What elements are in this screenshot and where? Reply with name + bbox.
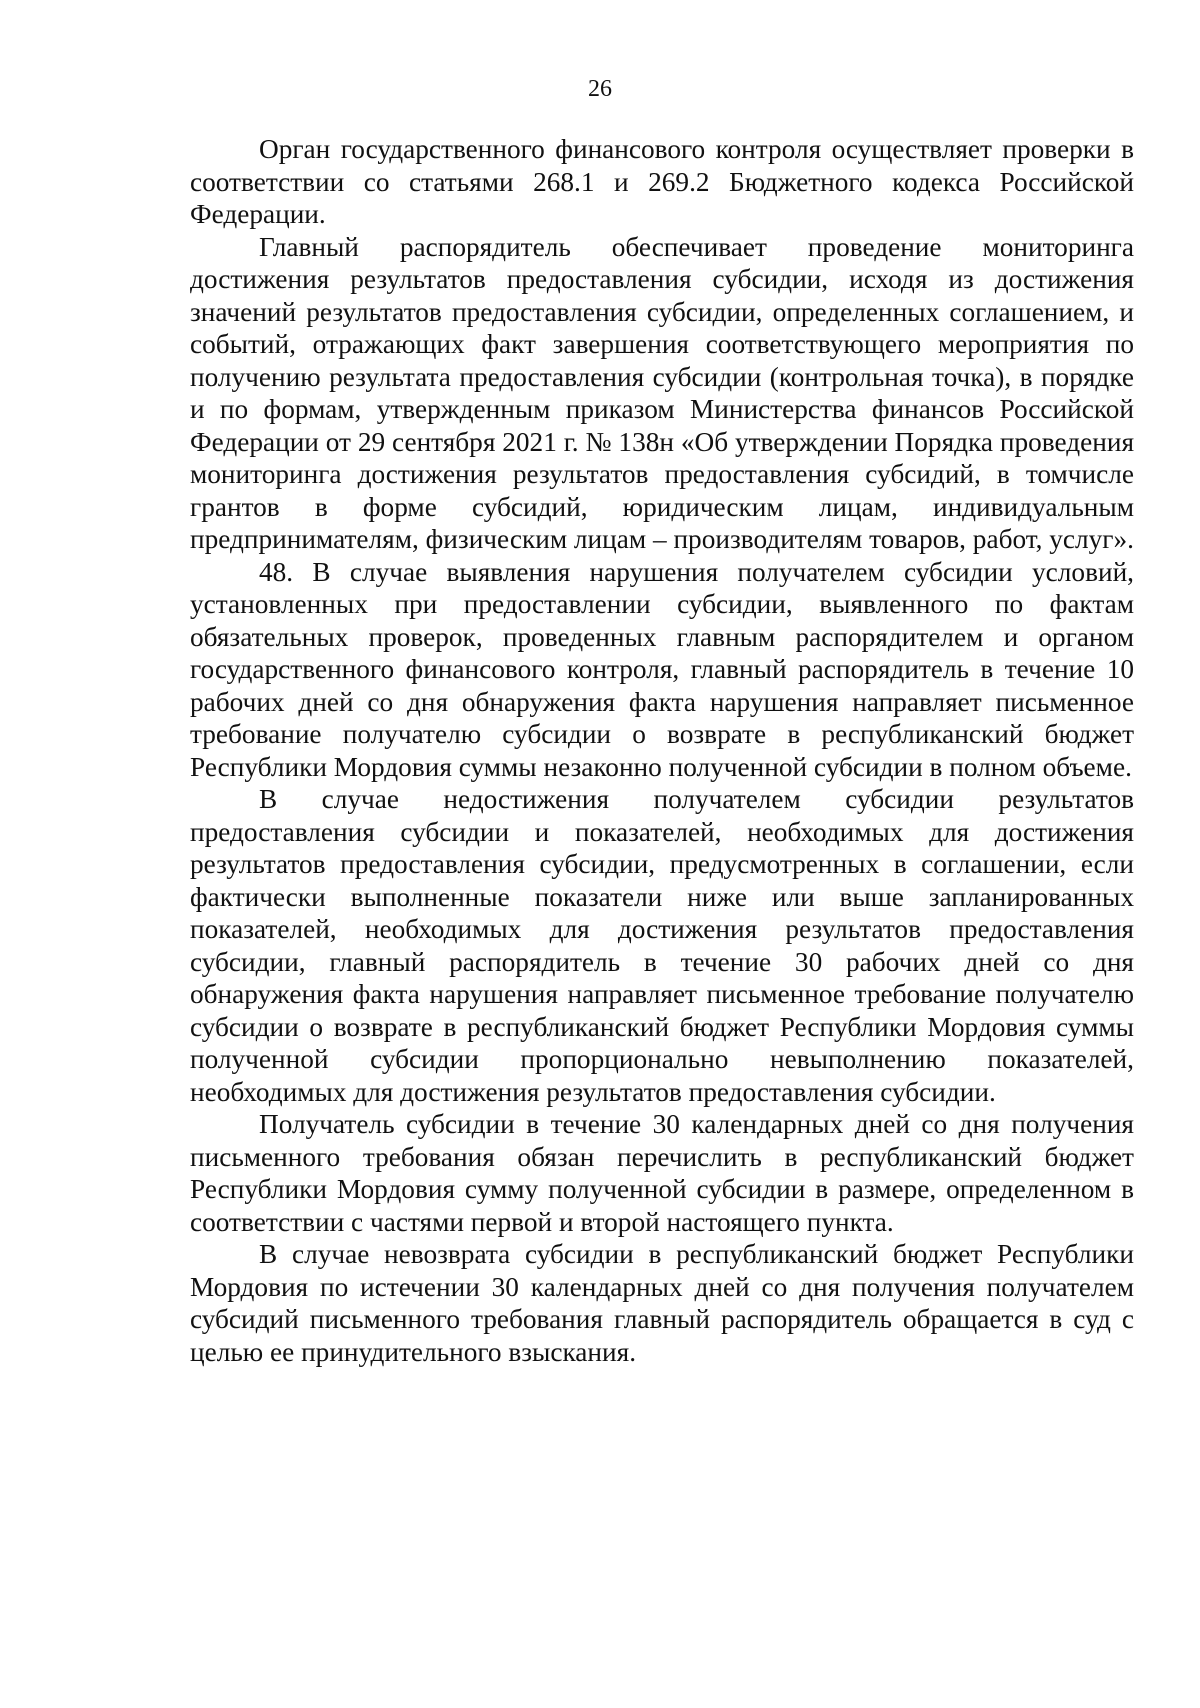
page-number: 26 xyxy=(588,76,612,102)
paragraph-48-violation: 48. В случае выявления нарушения получателем субсидии условий, установленных при предоставлении субсидии, выявленного по фактам обязательных проверок, проведенных главным распорядителем и органом государственного финансового контроля, главный распорядитель в течение 10 рабочих дней со дня обнаружения факта нарушения направляет письменное требование получателю субсидии о возврате в республиканский бюджет Республики Мордовия суммы незаконно полученной субсидии в полном объеме. xyxy=(190,556,1134,782)
paragraph-court-recovery: В случае невозврата субсидии в республиканский бюджет Республики Мордовия по истечении 30 календарных дней со дня получения получателем субсидий письменного требования главный распорядитель обращается в суд с целью ее принудительного взыскания. xyxy=(190,1239,1134,1367)
paragraph-refund-obligation: Получатель субсидии в течение 30 календарных дней со дня получения письменного требования обязан перечислить в республиканский бюджет Республики Мордовия сумму полученной субсидии в размере, определенном в соответствии с частями первой и второй настоящего пункта. xyxy=(190,1109,1134,1237)
paragraph-financial-control: Орган государственного финансового контроля осуществляет проверки в соответствии со статьями 268.1 и 269.2 Бюджетного кодекса Российской Федерации. xyxy=(190,134,1134,229)
paragraph-non-achievement: В случае недостижения получателем субсидии результатов предоставления субсидии и показателей, необходимых для достижения результатов предоставления субсидии, предусмотренных в соглашении, если фактически выполненные показатели ниже или выше запланированных показателей, необходимых для достижения результатов предоставления субсидии, главный распорядитель в течение 30 рабочих дней со дня обнаружения факта нарушения направляет письменное требование получателю субсидии о возврате в республиканский бюджет Республики Мордовия суммы полученной субсидии пропорционально невыполнению показателей, необходимых для достижения результатов предоставления субсидии. xyxy=(190,784,1134,1107)
paragraph-monitoring: Главный распорядитель обеспечивает проведение мониторинга достижения результатов предоставления субсидии, исходя из достижения значений результатов предоставления субсидии, определенных соглашением, и событий, отражающих факт завершения соответствующего мероприятия по получению результата предоставления субсидии (контрольная точка), в порядке и по формам, утвержденным приказом Министерства финансов Российской Федерации от 29 сентября 2021 г. № 138н «Об утверждении Порядка проведения мониторинга достижения результатов предоставления субсидий, в томчисле грантов в форме субсидий, юридическим лицам, индивидуальным предпринимателям, физическим лицам – производителям товаров, работ, услуг». xyxy=(190,231,1134,554)
document-body xyxy=(190,133,1134,1368)
